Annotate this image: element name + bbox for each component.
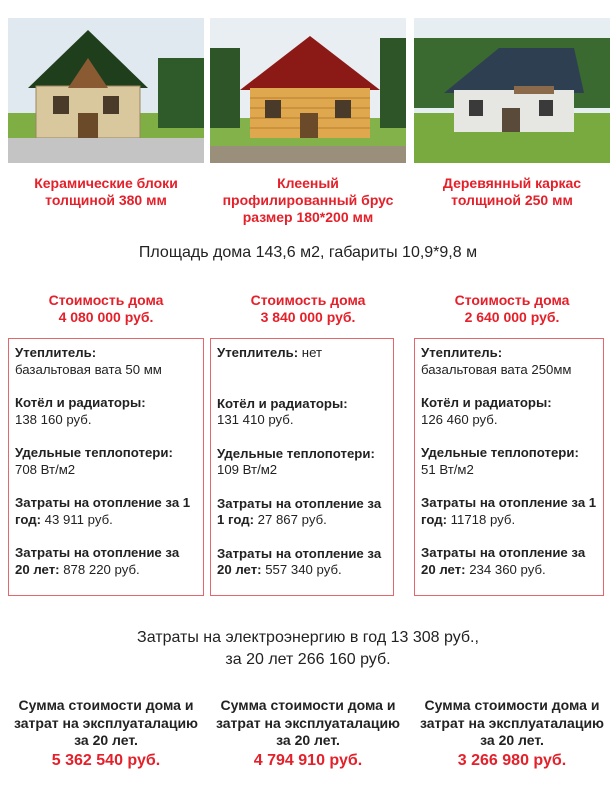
heating-1y-label: Затраты на отопление за 1 год: [217, 495, 382, 527]
boiler-label: Котёл и радиаторы: [421, 395, 552, 410]
heating-1y-label: Затраты на отопление за 1 год: [15, 495, 191, 527]
insulation-value: нет [301, 345, 323, 360]
energy-costs [0, 627, 616, 671]
heating-20y-spec [217, 546, 387, 579]
spec-box-timber [210, 338, 394, 596]
boiler-spec [217, 396, 387, 429]
insulation-spec [217, 345, 387, 362]
material-title-ceramic: Керамические блоки толщиной 380 мм [34, 175, 178, 208]
heating-20y-value: 878 220 руб. [63, 561, 140, 577]
spec-box-ceramic [8, 338, 204, 596]
heating-20y-value: 234 360 руб. [469, 561, 546, 577]
heating-1y-spec [15, 495, 197, 528]
price-label: Стоимость дома [250, 292, 366, 308]
heatloss-label: Удельные теплопотери: [421, 445, 579, 460]
total-label: Сумма стоимости дома и затрат на эксплуаталацию за 20 лет. [215, 697, 401, 748]
heatloss-spec [421, 445, 597, 478]
total-sum-timber [210, 697, 406, 769]
spec-box-frame [414, 338, 604, 596]
heating-20y-label: Затраты на отопление за 20 лет: [15, 545, 180, 577]
heating-20y-spec [15, 545, 197, 578]
material-title-frame: Деревянный каркас толщиной 250 мм [442, 175, 582, 208]
heatloss-spec [15, 445, 197, 478]
area-info: Площадь дома 143,6 м2, габариты 10,9*9,8 м [138, 244, 478, 261]
boiler-spec [421, 395, 597, 428]
insulation-label: Утеплитель: [15, 345, 97, 360]
boiler-value: 131 410 руб. [217, 412, 294, 427]
total-label: Сумма стоимости дома и затрат на эксплуаталацию за 20 лет. [13, 697, 199, 748]
frame-house-image [414, 18, 610, 163]
house-photo-frame [414, 18, 610, 163]
heatloss-value: 109 Вт/м2 [217, 462, 278, 477]
insulation-spec [421, 345, 597, 378]
heating-20y-spec [421, 545, 597, 578]
insulation-label: Утеплитель: [217, 345, 299, 360]
total-value: 5 362 540 руб. [51, 751, 161, 769]
ceramic-house-image [8, 18, 204, 163]
heatloss-value: 708 Вт/м2 [15, 461, 76, 477]
heatloss-label: Удельные теплопотери: [15, 445, 173, 460]
boiler-value: 138 160 руб. [15, 411, 92, 427]
price-value: 3 840 000 руб. [260, 309, 356, 325]
total-value: 3 266 980 руб. [457, 751, 567, 769]
insulation-spec [15, 345, 197, 378]
material-title-timber: Клееный профилированный брус размер 180*200 мм [222, 175, 394, 225]
price-value: 2 640 000 руб. [464, 309, 560, 325]
price-header-timber [210, 292, 406, 326]
heatloss-label: Удельные теплопотери: [217, 445, 375, 461]
timber-house-image [210, 18, 406, 163]
energy-line-1: Затраты на электроэнергию в год 13 308 руб., [137, 629, 479, 646]
total-sum-ceramic [8, 697, 204, 769]
price-label: Стоимость дома [48, 292, 164, 308]
insulation-value: базальтовая вата 250мм [421, 361, 572, 377]
house-photo-timber [210, 18, 406, 163]
price-header-ceramic [8, 292, 204, 326]
boiler-value: 126 460 руб. [421, 411, 498, 427]
heating-1y-label: Затраты на отопление за 1 год: [421, 495, 597, 527]
heating-20y-label: Затраты на отопление за 20 лет: [421, 545, 586, 577]
boiler-label: Котёл и радиаторы: [217, 395, 348, 411]
heating-1y-value: 11718 руб. [450, 511, 516, 527]
heatloss-spec [217, 446, 387, 479]
total-sum-frame [414, 697, 610, 769]
heating-1y-spec [421, 495, 597, 528]
house-photo-ceramic [8, 18, 204, 163]
energy-line-2: за 20 лет 266 160 руб. [225, 651, 391, 668]
total-value: 4 794 910 руб. [253, 751, 363, 769]
insulation-value: базальтовая вата 50 мм [15, 361, 162, 377]
price-header-frame [414, 292, 610, 326]
price-label: Стоимость дома [454, 292, 570, 308]
heating-20y-label: Затраты на отопление за 20 лет: [217, 545, 382, 577]
heating-1y-value: 27 867 руб. [257, 512, 327, 527]
insulation-label: Утеплитель: [421, 345, 503, 360]
heating-20y-value: 557 340 руб. [265, 562, 342, 577]
boiler-spec [15, 395, 197, 428]
heating-1y-value: 43 911 руб. [44, 511, 113, 527]
price-value: 4 080 000 руб. [58, 309, 154, 325]
boiler-label: Котёл и радиаторы: [15, 395, 146, 410]
heating-1y-spec [217, 496, 387, 529]
heatloss-value: 51 Вт/м2 [421, 461, 474, 477]
total-label: Сумма стоимости дома и затрат на эксплуаталацию за 20 лет. [419, 697, 605, 748]
